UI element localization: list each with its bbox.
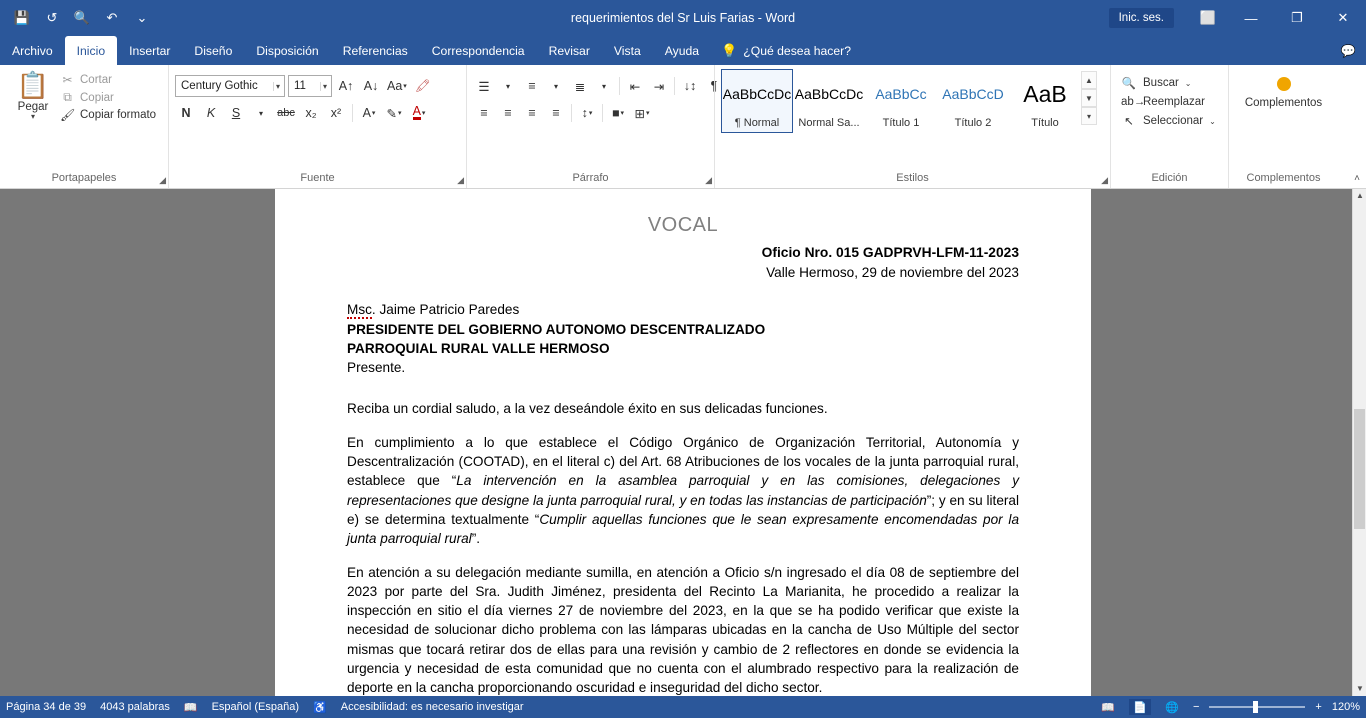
tab-inicio[interactable]: Inicio [65, 36, 117, 65]
save-icon[interactable]: 💾 [13, 10, 31, 25]
find-button[interactable] [1117, 73, 1196, 93]
style-preview: AaB [1023, 80, 1067, 107]
minimize-button[interactable]: — [1244, 10, 1258, 26]
zoom-out-button[interactable]: − [1192, 701, 1200, 713]
style-normal[interactable] [721, 69, 793, 133]
lightbulb-icon: 💡 [721, 42, 738, 58]
font-color-button[interactable] [408, 102, 430, 124]
group-complementos [1228, 65, 1338, 188]
select-button[interactable] [1117, 111, 1220, 131]
group-edicion [1110, 65, 1228, 188]
style-preview: AaBbCcD [942, 86, 1004, 102]
styles-scroll-up-button[interactable]: ▲ [1081, 71, 1097, 89]
text-effects-label: A [362, 106, 371, 120]
subscript-button[interactable]: x₂ [305, 106, 317, 120]
sort-button[interactable]: ↓↕ [683, 79, 697, 93]
page-indicator[interactable]: Página 34 de 39 [6, 701, 87, 713]
addin-icon [1277, 77, 1291, 91]
font-color-icon: A [412, 104, 421, 118]
tab-disposicion[interactable]: Disposición [256, 43, 319, 58]
find-label: Buscar [1143, 77, 1179, 89]
paste-label: Pegar [17, 101, 49, 113]
chevron-down-icon: ⌄ [1209, 116, 1216, 126]
undo-history-icon[interactable]: ↺ [46, 10, 58, 25]
replace-label: Reemplazar [1143, 96, 1205, 108]
group-parrafo [466, 65, 718, 188]
recipient-name-line [347, 300, 1019, 319]
increase-indent-button[interactable]: ⇥ [653, 79, 665, 94]
tab-archivo[interactable]: Archivo [12, 43, 53, 58]
font-size-combo[interactable] [288, 75, 332, 97]
divider [619, 77, 620, 95]
replace-icon: ab→ [1121, 96, 1146, 108]
underline-button[interactable]: S [231, 106, 241, 120]
p2-part-b: ”; y en su literal e) se determina textualmente “ [347, 492, 1020, 527]
divider [674, 77, 675, 95]
recipient-presente: Presente. [347, 360, 406, 376]
bullets-button[interactable]: ☰ [478, 79, 490, 94]
style-titulo-1[interactable] [865, 69, 937, 133]
tab-revisar[interactable]: Revisar [548, 43, 590, 58]
print-preview-icon[interactable]: 🔍 [73, 10, 91, 25]
p2-quote-1: La intervención en la asamblea parroquial y en las comisiones, delegaciones y representaciones que designe la junta parroquial rural, y en todas las instancias de participación [347, 473, 1019, 508]
paintbrush-icon: 🖌 [60, 108, 76, 122]
font-family-combo[interactable] [175, 75, 285, 97]
style-label: Normal Sa... [798, 117, 860, 129]
recipient-title-1: PRESIDENTE DEL GOBIERNO AUTONOMO DESCENTRALIZADO [347, 321, 766, 337]
group-label-edicion: Edición [1151, 172, 1188, 184]
change-case-button[interactable] [385, 75, 409, 97]
multilevel-dropdown[interactable]: ▾ [601, 81, 606, 91]
bold-button[interactable]: N [181, 106, 191, 120]
chevron-down-icon: ⌄ [1184, 78, 1192, 88]
tell-me-search[interactable] [711, 36, 861, 65]
proofing-icon[interactable]: 📖 [183, 701, 198, 714]
paragraph-row-2 [473, 102, 653, 124]
oficio-number: Oficio Nro. 015 GADPRVH-LFM-11-2023 [761, 245, 1019, 261]
document-date: Valle Hermoso, 29 de noviembre del 2023 [766, 264, 1019, 280]
paragraph-greeting: Reciba un cordial saludo, a la vez deseándole éxito en sus delicadas funciones. [347, 401, 828, 417]
align-left-button[interactable]: ≡ [480, 106, 488, 120]
style-label: ¶ Normal [734, 117, 780, 129]
title-bar [0, 0, 1366, 36]
paragraph-row-1 [473, 75, 725, 97]
format-painter-label: Copiar formato [80, 109, 157, 121]
change-case-label: Aa [387, 79, 403, 93]
paste-button[interactable] [6, 69, 60, 121]
customize-qat-icon[interactable]: ⌄ [136, 10, 148, 25]
web-layout-button[interactable]: 🌐 [1165, 701, 1179, 714]
style-label: Título [1031, 117, 1059, 129]
style-titulo-2[interactable] [937, 69, 1009, 133]
grow-font-button[interactable]: A↑ [338, 79, 354, 93]
style-normal-sin-espaciado[interactable] [793, 69, 865, 133]
tab-referencias[interactable]: Referencias [342, 43, 408, 58]
align-right-button[interactable]: ≡ [528, 106, 536, 120]
multilevel-list-button[interactable]: ≣ [574, 79, 586, 94]
chevron-down-icon: ▾ [371, 110, 376, 117]
style-preview: AaBbCс [875, 86, 927, 102]
justify-button[interactable]: ≡ [552, 106, 560, 120]
addins-label: Complementos [1244, 97, 1323, 109]
chevron-down-icon: ▾ [273, 82, 282, 91]
language-indicator[interactable]: Español (España) [211, 701, 300, 713]
shrink-font-button[interactable]: A↓ [363, 79, 379, 93]
style-label: Título 1 [882, 117, 920, 129]
group-portapapeles [0, 65, 168, 188]
group-fuente [168, 65, 466, 188]
maximize-button[interactable]: ❐ [1291, 10, 1303, 25]
copy-icon: ⧉ [63, 90, 72, 104]
group-label-fuente: Fuente [300, 172, 335, 184]
cursor-icon: ↖ [1124, 116, 1134, 128]
ribbon-display-options-icon[interactable]: ⬜ [1199, 10, 1217, 25]
chevron-down-icon: ▾ [403, 83, 407, 90]
accessibility-icon: ♿ [313, 701, 327, 714]
text-effects-button[interactable] [358, 102, 380, 124]
comments-button[interactable] [1341, 36, 1366, 65]
group-label-complementos: Complementos [1246, 172, 1321, 184]
borders-icon: ⊞ [634, 106, 645, 121]
scroll-down-icon[interactable]: ▼ [1356, 684, 1364, 693]
styles-dialog-launcher[interactable]: ◢ [1101, 175, 1108, 185]
align-center-button[interactable]: ≡ [504, 106, 512, 120]
show-formatting-marks-button[interactable]: ¶ [710, 79, 718, 93]
vertical-scrollbar[interactable] [1352, 189, 1366, 696]
tab-vista[interactable]: Vista [613, 43, 641, 58]
chevron-down-icon: ▾ [30, 112, 35, 121]
tab-ayuda[interactable]: Ayuda [664, 43, 700, 58]
spelling-error-msc: Msc [347, 302, 372, 318]
chevron-down-icon: ▾ [645, 110, 650, 117]
scroll-up-icon[interactable]: ▲ [1356, 191, 1364, 200]
shading-icon: ■ [611, 106, 620, 120]
document-canvas [0, 189, 1366, 696]
styles-gallery [721, 69, 1081, 133]
group-estilos [714, 65, 1110, 188]
style-preview: AaBbCcDc [794, 86, 864, 102]
chevron-down-icon: ▾ [421, 110, 426, 117]
status-right [1097, 699, 1360, 715]
ribbon-tabs [0, 36, 1366, 65]
tell-me-label: ¿Qué desea hacer? [743, 43, 852, 58]
recipient-block [347, 300, 1019, 377]
p2-quote-2: Cumplir aquellas funciones que le sean expresamente encomendadas por la junta parroquial rural [347, 511, 1020, 547]
replace-button[interactable] [1117, 93, 1209, 111]
group-label-parrafo: Párrafo [572, 172, 609, 184]
ribbon [0, 65, 1366, 189]
select-label: Seleccionar [1143, 115, 1204, 127]
clear-formatting-button[interactable]: 🖍 [414, 78, 431, 93]
group-label-estilos: Estilos [896, 172, 929, 184]
scrollbar-thumb[interactable] [1354, 409, 1365, 529]
borders-button[interactable] [631, 102, 653, 124]
sign-in-button[interactable]: Inic. ses. [1109, 8, 1174, 28]
styles-more-button[interactable]: ▾ [1081, 107, 1097, 125]
line-spacing-icon: ↕ [581, 106, 588, 120]
document-page[interactable] [275, 189, 1091, 696]
chevron-down-icon: ▾ [397, 110, 402, 117]
font-family-value: Century Gothic [181, 80, 258, 92]
chevron-down-icon: ▾ [320, 82, 329, 91]
style-titulo[interactable] [1009, 69, 1081, 133]
divider [571, 104, 572, 122]
superscript-button[interactable]: x² [330, 106, 342, 120]
group-label-portapapeles: Portapapeles [51, 172, 117, 184]
divider [602, 104, 603, 122]
zoom-in-button[interactable]: + [1315, 701, 1322, 713]
collapse-ribbon-button[interactable]: ˄ [1354, 173, 1360, 184]
recipient-title-2: PARROQUIAL RURAL VALLE HERMOSO [347, 340, 610, 356]
document-heading: VOCAL [647, 214, 719, 236]
clipboard-dialog-launcher[interactable]: ◢ [159, 175, 166, 185]
underline-dropdown[interactable]: ▾ [258, 108, 263, 118]
print-layout-button[interactable]: 📄 [1129, 699, 1151, 715]
recipient-name: . Jaime Patricio Paredes [371, 302, 520, 318]
zoom-level[interactable]: 120% [1331, 701, 1360, 713]
decrease-indent-button[interactable]: ⇤ [629, 79, 641, 94]
word-count[interactable]: 4043 palabras [100, 701, 170, 713]
clipboard-commands [60, 69, 156, 122]
tab-correspondencia[interactable]: Correspondencia [431, 43, 525, 58]
font-row-2 [175, 102, 430, 124]
strikethrough-button[interactable]: abc [277, 107, 295, 119]
paragraph-cootad [347, 433, 1019, 549]
font-row-1 [175, 75, 434, 97]
comments-icon: 💬 [1340, 43, 1356, 58]
p2-part-c: ”. [471, 531, 480, 547]
cut-button[interactable] [60, 73, 156, 87]
bullets-dropdown[interactable]: ▾ [505, 81, 510, 91]
addins-button[interactable] [1238, 69, 1330, 109]
styles-gallery-scroll [1081, 69, 1097, 127]
zoom-slider[interactable] [1209, 706, 1305, 708]
style-preview: AaBbCcDc [722, 86, 792, 102]
font-dialog-launcher[interactable]: ◢ [457, 175, 464, 185]
cut-label: Cortar [80, 74, 112, 86]
style-label: Título 2 [954, 117, 992, 129]
italic-button[interactable]: K [206, 106, 216, 120]
zoom-slider-thumb[interactable] [1253, 701, 1258, 713]
highlight-icon: ✎ [386, 106, 397, 121]
read-mode-button[interactable]: 📖 [1101, 701, 1115, 714]
font-size-value: 11 [294, 80, 306, 92]
window-title: requerimientos del Sr Luis Farias - Word [570, 11, 796, 25]
scissors-icon: ✂ [62, 73, 73, 87]
text-highlight-button[interactable] [383, 102, 405, 124]
quick-access-toolbar [0, 5, 156, 31]
search-icon: 🔍 [1121, 78, 1137, 90]
chevron-down-icon: ▾ [620, 110, 625, 117]
window-controls [1109, 0, 1366, 36]
copy-button[interactable] [60, 90, 156, 105]
numbering-button[interactable]: ≡ [528, 79, 536, 93]
p2-part-a: En cumplimiento a lo que establece el Código Orgánico de Organización Territorial, Autonomía y Descentralización (COOTAD), en el literal c) del Art. 68 Atribuciones de los vocales de la junta parroquial rural, establece que “ [347, 434, 1019, 489]
copy-label: Copiar [80, 91, 114, 104]
tab-diseno[interactable]: Diseño [194, 43, 233, 58]
close-button[interactable]: ✕ [1337, 10, 1349, 25]
chevron-down-icon: ▾ [588, 110, 593, 117]
status-bar [0, 696, 1366, 718]
paste-icon: 📋 [16, 70, 50, 100]
numbering-dropdown[interactable]: ▾ [553, 81, 558, 91]
tab-insertar[interactable]: Insertar [129, 43, 171, 58]
undo-icon[interactable]: ↶ [106, 10, 118, 25]
paragraph-inspeccion: En atención a su delegación mediante sumilla, en atención a Oficio s/n ingresado el día 08 de septiembre del 2023 por parte del Sra. Judith Jiménez, presidenta del Recinto La Marianita, he procedido a realizar la inspección en sitio el día viernes 27 de noviembre del 2023, en la que se ha podido verificar que existe la necesidad de solucionar dicho problema con las lámparas ubicadas en la cancha de Uso Múltiple del sector mismas que tocará retirar dos de ellas para una revisión y cambio de 2 reflectores en donde se evidencia la urgencia y necesidad de esta comunidad que no cuenta con el alumbrado respectivo para la realización de deporte en la cancha proporcionando oscuridad e inseguridad del dicho sector. [347, 564, 1019, 696]
divider [352, 104, 353, 122]
line-spacing-button[interactable] [576, 102, 598, 124]
accessibility-status[interactable]: Accesibilidad: es necesario investigar [340, 701, 524, 713]
styles-scroll-down-button[interactable]: ▼ [1081, 89, 1097, 107]
format-painter-button[interactable] [60, 108, 156, 122]
shading-button[interactable] [607, 102, 629, 124]
paragraph-dialog-launcher[interactable]: ◢ [705, 175, 712, 185]
